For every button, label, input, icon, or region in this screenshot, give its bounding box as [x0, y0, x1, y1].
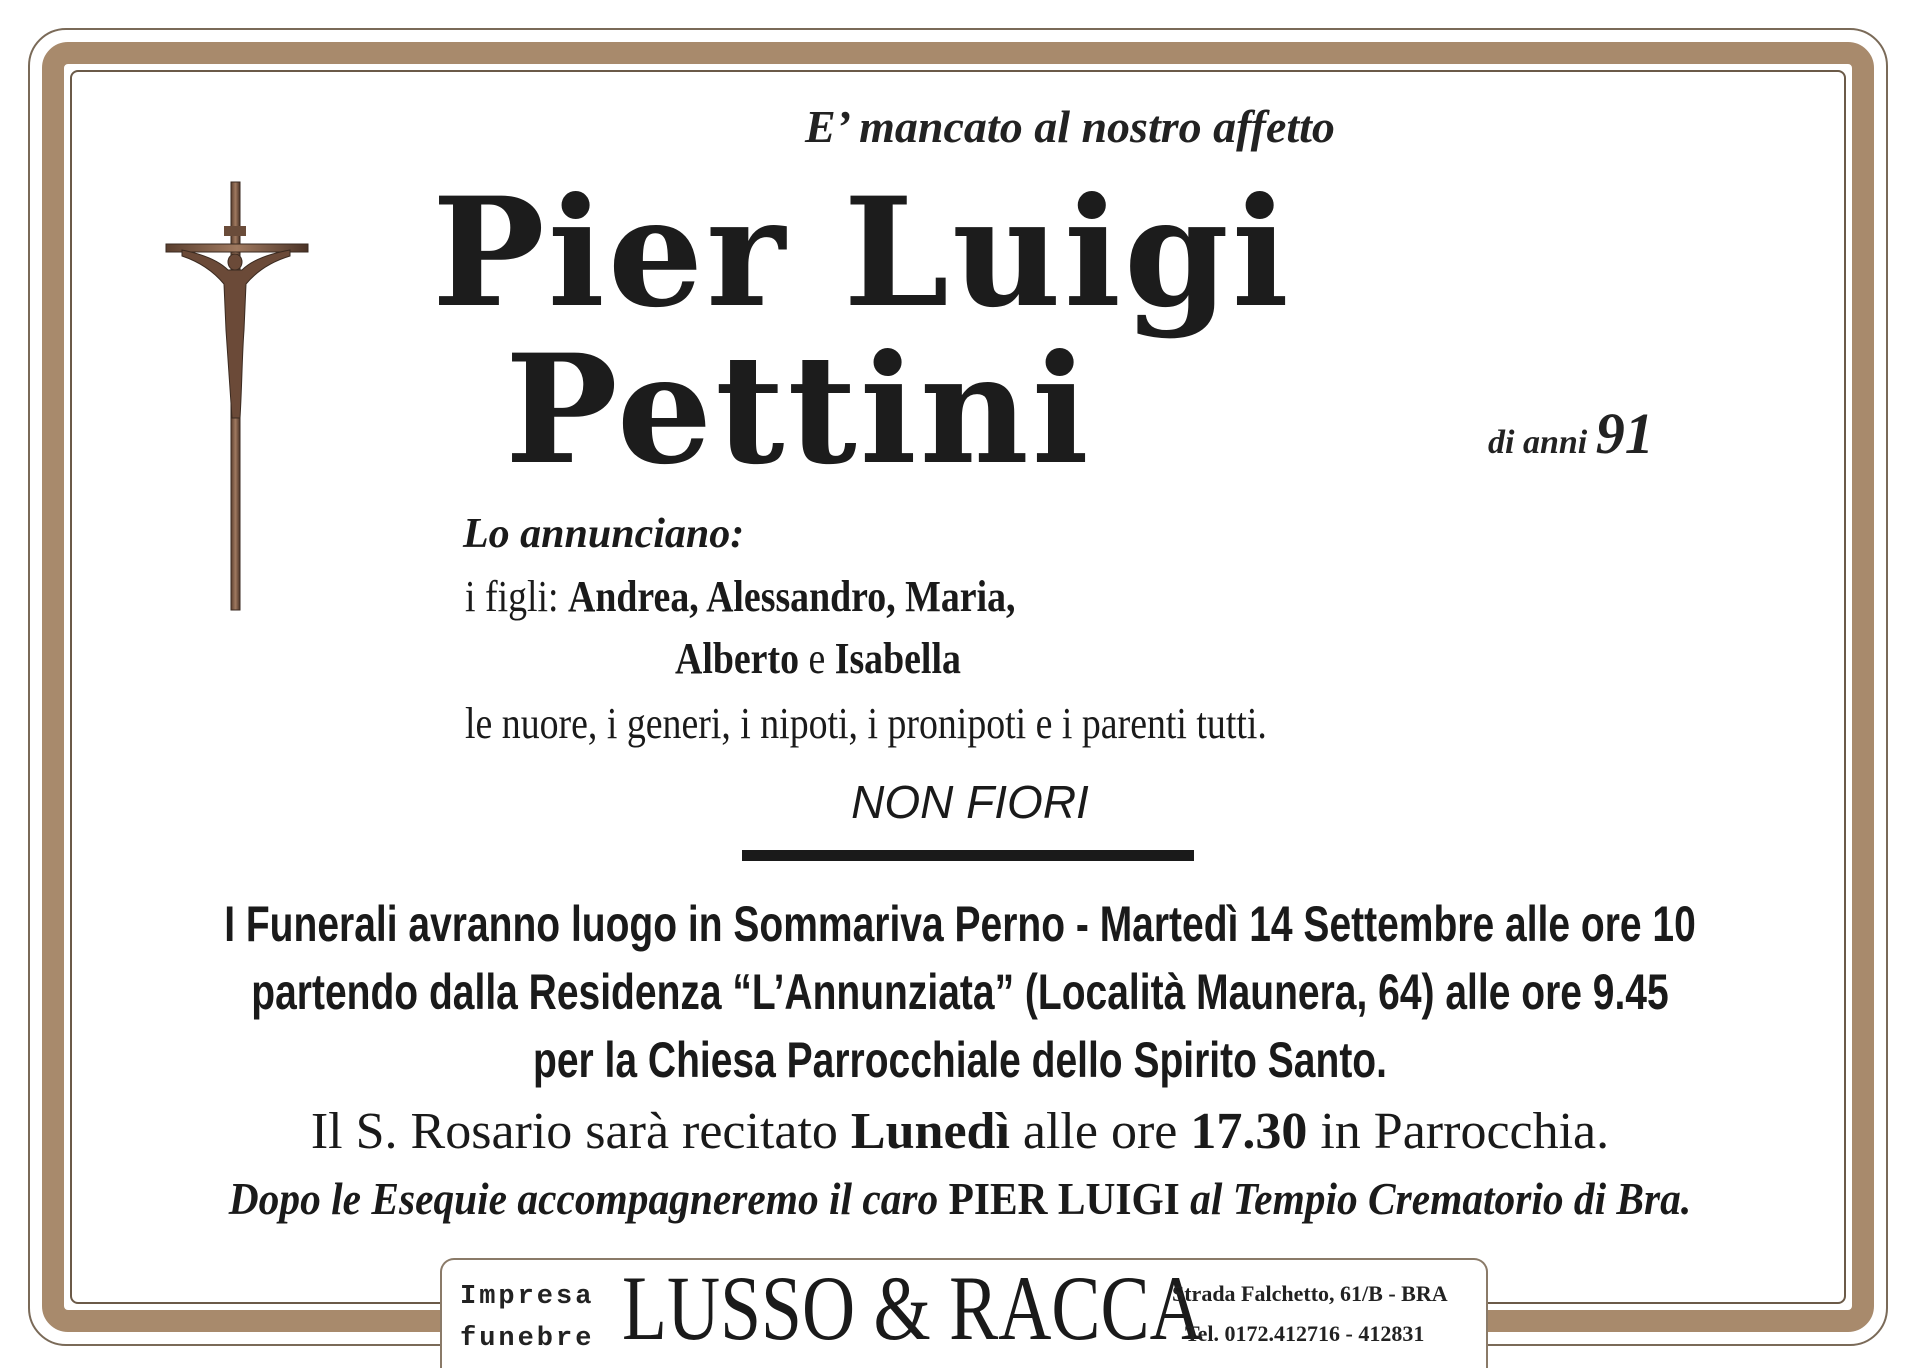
rosario-line: [0, 1102, 1920, 1161]
child-name-isabella: Isabella: [834, 634, 961, 683]
rosario-part-2: alle ore: [1022, 1103, 1178, 1160]
children-line-2: [675, 633, 961, 684]
children-names-1: Andrea, Alessandro, Maria,: [568, 572, 1016, 621]
divider-rule: [742, 850, 1194, 861]
deceased-first-name: Pier Luigi: [432, 165, 1292, 341]
children-line-1: [465, 571, 1015, 622]
non-fiori-text: NON FIORI: [851, 776, 1089, 828]
age-text: [1488, 400, 1654, 467]
funeral-line-3: per la Chiesa Parrocchiale dello Spirito Santo.: [533, 1032, 1387, 1088]
rosario-part-3: in Parrocchia.: [1320, 1103, 1610, 1160]
impresa-line-1: Impresa: [460, 1282, 595, 1312]
deceased-last-name: Pettini: [505, 322, 1092, 498]
age-value: 91: [1595, 401, 1654, 466]
children-conjunction: e: [808, 634, 826, 683]
intro-text: E’ mancato al nostro affetto: [805, 101, 1335, 152]
esequie-part-1: Dopo le Esequie accompagneremo il caro: [228, 1173, 939, 1224]
rosario-day: Lunedì: [850, 1103, 1010, 1160]
funeral-line-2: partendo dalla Residenza “L’Annunziata” (Località Maunera, 64) alle ore 9.45: [251, 964, 1669, 1020]
esequie-line: [96, 1172, 1824, 1225]
crucifix-icon: [162, 180, 312, 615]
age-label: di anni: [1488, 424, 1588, 461]
esequie-part-2: al Tempio Crematorio di Bra.: [1190, 1173, 1692, 1224]
relatives-line: le nuore, i generi, i nipoti, i pronipoti e i parenti tutti.: [465, 699, 1267, 748]
funeral-home-brand: LUSSO & RACCA: [622, 1257, 1203, 1359]
funeral-line-1: I Funerali avranno luogo in Sommariva Perno - Martedì 14 Settembre alle ore 10: [224, 896, 1696, 952]
rosario-time: 17.30: [1190, 1103, 1308, 1160]
child-name-alberto: Alberto: [675, 634, 800, 683]
esequie-name: PIER LUIGI: [948, 1173, 1180, 1224]
rosario-part-1: Il S. Rosario sarà recitato: [310, 1103, 838, 1160]
impresa-funebre-label: [460, 1276, 594, 1360]
children-prefix: i figli:: [465, 572, 559, 621]
announce-label: Lo annunciano:: [463, 511, 745, 557]
funeral-home-address: Strada Falchetto, 61/B - BRA: [1172, 1281, 1448, 1306]
funeral-home-phone: Tel. 0172.412716 - 412831: [1185, 1321, 1425, 1346]
impresa-line-2: funebre: [460, 1324, 595, 1354]
